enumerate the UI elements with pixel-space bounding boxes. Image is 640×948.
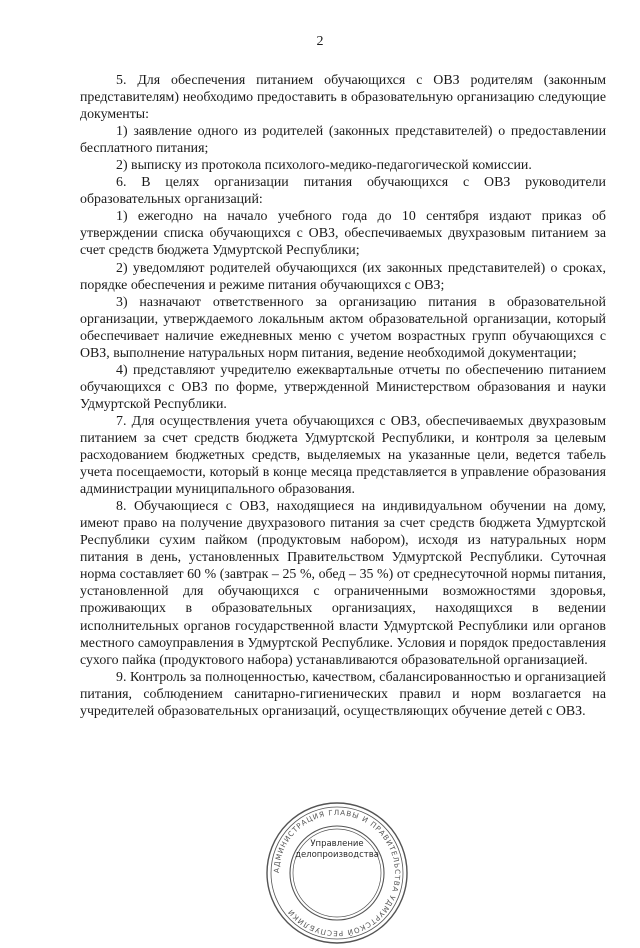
page-number: 2 bbox=[316, 34, 324, 49]
document-body bbox=[80, 72, 606, 720]
paragraph-7: 7. Для осуществления учета обучающихся с ОВЗ, обеспечиваемых двухразовым питанием за счет средств бюджета Удмуртской Республики, и контроля за целевым расходованием бюджетных средств, выделяемых на указанные цели, ведется табель учета посещаемости, который в конце месяца представляется в управление образования администрации муниципального образования. bbox=[80, 413, 606, 498]
svg-text:АДМИНИСТРАЦИЯ ГЛАВЫ И ПРАВИТЕЛ bbox=[272, 808, 402, 938]
stamp-seal-icon bbox=[262, 798, 412, 948]
paragraph-6: 6. В целях организации питания обучающихся с ОВЗ руководители образовательных организаций: bbox=[80, 175, 606, 208]
paragraph-6-item-4: 4) представляют учредителю ежеквартальные отчеты по обеспечению питанием обучающихся с ОВЗ по форме, утвержденной Министерством образования и науки Удмуртской Республики. bbox=[80, 362, 606, 412]
stamp-ring-text: АДМИНИСТРАЦИЯ ГЛАВЫ И ПРАВИТЕЛЬСТВА УДМУРТСКОЙ РЕСПУБЛИКИ bbox=[271, 807, 403, 939]
paragraph-6-item-2: 2) уведомляют родителей обучающихся (их законных представителей) о сроках, порядке обеспечения и режиме питания обучающихся с ОВЗ; bbox=[80, 260, 606, 293]
paragraph-5: 5. Для обеспечения питанием обучающихся с ОВЗ родителям (законным представителям) необходимо предоставить в образовательную организацию следующие документы: bbox=[80, 73, 606, 123]
paragraph-5-item-1: 1) заявление одного из родителей (законных представителей) о предоставлении бесплатного питания; bbox=[80, 124, 606, 157]
stamp-center-line1: Управление bbox=[310, 839, 364, 849]
stamp-center-line2: делопроизводства bbox=[295, 850, 379, 860]
official-stamp bbox=[262, 798, 412, 939]
paragraph-6-item-3: 3) назначают ответственного за организацию питания в образовательной организации, утверждаемого локальным актом образовательной организации, который обеспечивает наличие ежедневных меню с учетом возрастных групп обучающихся с ОВЗ, выполнение натуральных норм питания, ведение необходимой документации; bbox=[80, 294, 606, 361]
paragraph-5-item-2: 2) выписку из протокола психолого-медико-педагогической комиссии. bbox=[116, 158, 532, 174]
paragraph-6-item-1: 1) ежегодно на начало учебного года до 10 сентября издают приказ об утверждении списка обучающихся с ОВЗ, обеспечиваемых двухразовым питанием за счет средств бюджета Удмуртской Республики; bbox=[80, 209, 606, 259]
paragraph-9: 9. Контроль за полноценностью, качеством, сбалансированностью и организацией питания, соблюдением санитарно-гигиенических правил и норм возлагается на учредителей образовательных организаций, осуществляющих обучение детей с ОВЗ. bbox=[80, 669, 606, 719]
paragraph-8: 8. Обучающиеся с ОВЗ, находящиеся на индивидуальном обучении на дому, имеют право на получение двухразового питания за счет средств бюджета Удмуртской Республики сухим пайком (продуктовым набором), исходя из натуральных норм питания в день, установленных Правительством Удмуртской Республики. Суточная норма составляет 60 % (завтрак – 25 %, обед – 35 %) от среднесуточной нормы питания, установленной для обучающихся с ограниченными возможностями здоровья, проживающих в образовательных организациях, находящихся в ведении исполнительных органов государственной власти Удмуртской Республики или органов местного самоуправления в Удмуртской Республике. Условия и порядок предоставления сухого пайка (продуктового набора) устанавливаются образовательной организацией. bbox=[80, 499, 606, 668]
